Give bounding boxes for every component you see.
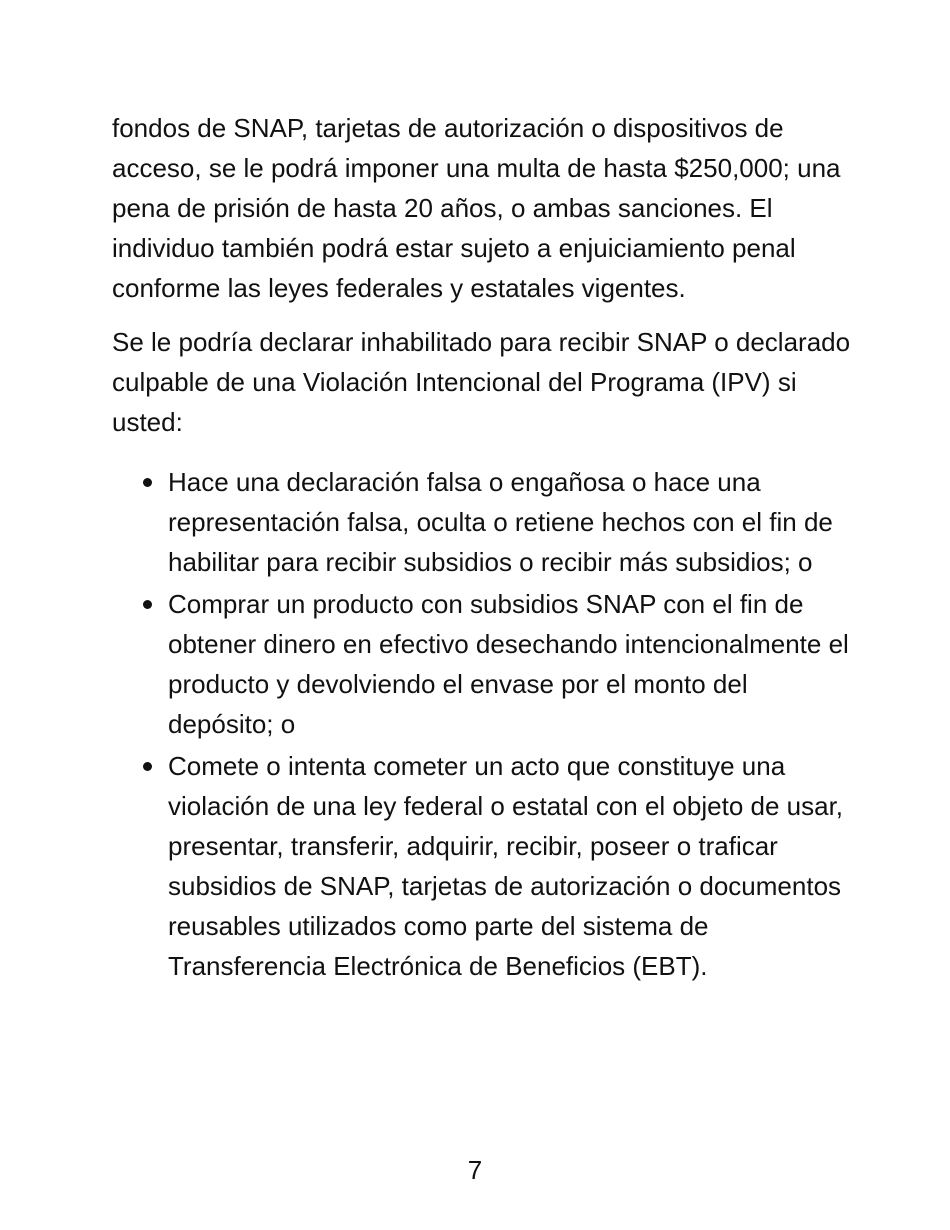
- list-item: [112, 584, 852, 744]
- list-item-text: Hace una declaración falsa o engañosa o hace una representación falsa, oculta o retiene hechos con el fin de habilitar para recibir subsidios o recibir más subsidios; o: [168, 467, 833, 577]
- document-body: [112, 108, 852, 988]
- bullet-icon: [143, 600, 152, 609]
- paragraph-disqualification-intro: Se le podría declarar inhabilitado para recibir SNAP o declarado culpable de una Violación Intencional del Programa (IPV) si usted:: [112, 327, 851, 437]
- list-item: [112, 462, 852, 582]
- bullet-icon: [143, 762, 152, 771]
- list-item: [112, 746, 852, 986]
- violation-list: [112, 462, 852, 986]
- bullet-icon: [143, 478, 152, 487]
- paragraph-penalties: fondos de SNAP, tarjetas de autorización o dispositivos de acceso, se le podrá imponer una multa de hasta $250,000; una pena de prisión de hasta 20 años, o ambas sanciones. El individuo también podrá estar sujeto a enjuiciamiento penal conforme las leyes federales y estatales vigentes.: [112, 113, 841, 303]
- list-item-text: Comprar un producto con subsidios SNAP con el fin de obtener dinero en efectivo desechando intencionalmente el producto y devolviendo el envase por el monto del depósito; o: [168, 589, 849, 739]
- list-item-text: Comete o intenta cometer un acto que constituye una violación de una ley federal o estatal con el objeto de usar, presentar, transferir, adquirir, recibir, poseer o traficar subsidios de SNAP, tarjetas de autorización o documentos reusables utilizados como parte del sistema de Transferencia Electrónica de Beneficios (EBT).: [168, 751, 844, 981]
- page-number: 7: [467, 1155, 483, 1185]
